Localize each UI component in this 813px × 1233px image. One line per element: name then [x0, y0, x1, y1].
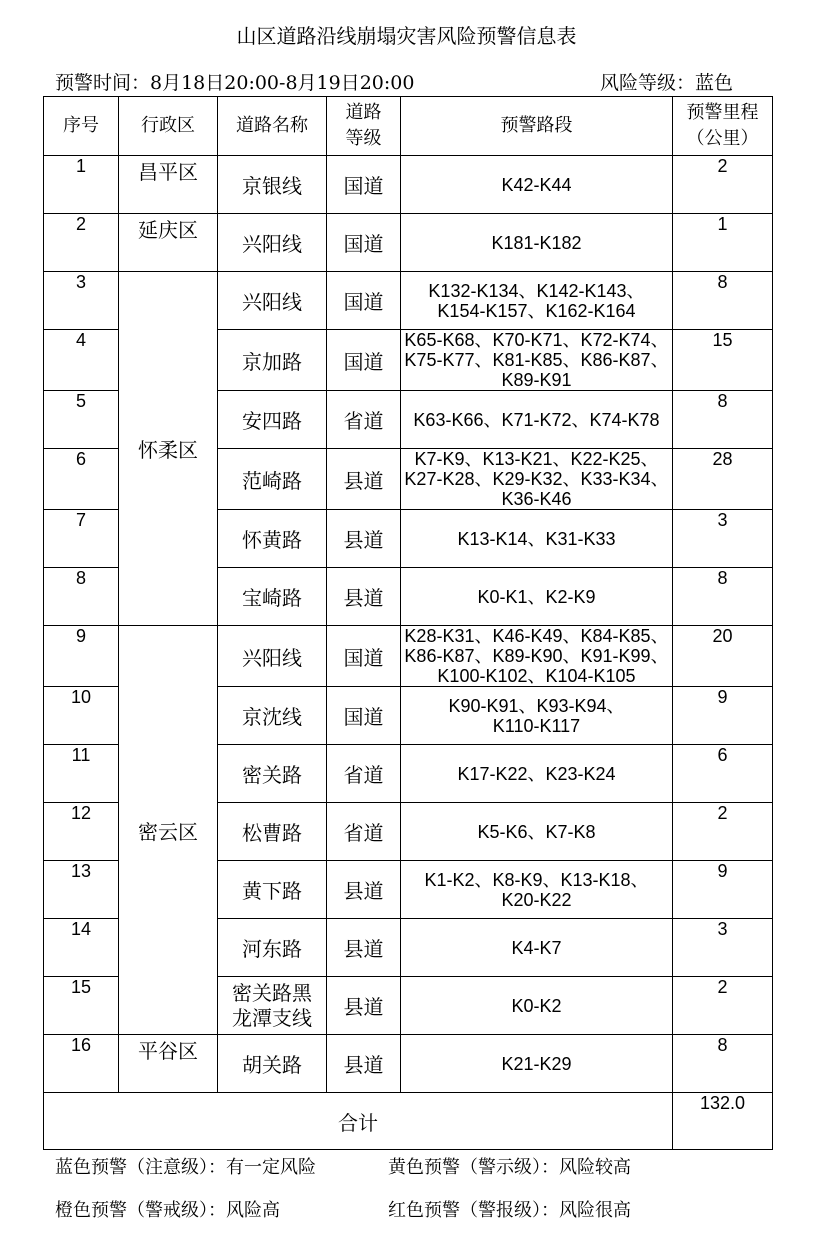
- total-row: [44, 1093, 773, 1150]
- segment-line: K5-K6、K7-K8: [477, 821, 596, 842]
- mileage-cell: 3: [673, 919, 773, 977]
- district-cell: 密云区: [119, 626, 218, 1035]
- mileage-cell: 9: [673, 687, 773, 745]
- header-segment: 预警路段: [401, 97, 673, 156]
- mileage-cell: 9: [673, 861, 773, 919]
- table-row: [44, 156, 773, 214]
- segment-cell: [401, 803, 673, 861]
- road-grade: 国道: [327, 214, 401, 272]
- segment-cell: [401, 568, 673, 626]
- road-grade: 省道: [327, 803, 401, 861]
- row-seq: 10: [44, 687, 119, 745]
- mileage-cell: 2: [673, 156, 773, 214]
- segment-cell: [401, 449, 673, 510]
- road-name: 河东路: [218, 919, 327, 977]
- district-cell: 平谷区: [119, 1035, 218, 1093]
- road-name: 京加路: [218, 330, 327, 391]
- total-value: 132.0: [673, 1093, 773, 1150]
- mileage-cell: 1: [673, 214, 773, 272]
- road-grade: 县道: [327, 1035, 401, 1093]
- road-name: 黄下路: [218, 861, 327, 919]
- segment-line: K7-K9、K13-K21、K22-K25、: [414, 449, 659, 469]
- road-name: 安四路: [218, 391, 327, 449]
- road-grade: 国道: [327, 272, 401, 330]
- road-grade: 国道: [327, 626, 401, 687]
- header-road-grade: [327, 97, 401, 156]
- legend-orange: 橙色预警（警戒级）：风险高: [55, 1200, 280, 1221]
- row-seq: 14: [44, 919, 119, 977]
- row-seq: 12: [44, 803, 119, 861]
- mileage-cell: 8: [673, 272, 773, 330]
- row-seq: 4: [44, 330, 119, 391]
- road-name: 范崎路: [218, 449, 327, 510]
- road-grade: 国道: [327, 330, 401, 391]
- segment-line: K17-K22、K23-K24: [457, 763, 616, 784]
- segment-cell: [401, 745, 673, 803]
- road-name: 怀黄路: [218, 510, 327, 568]
- road-grade: 国道: [327, 687, 401, 745]
- segment-line: K1-K2、K8-K9、K13-K18、: [424, 869, 649, 890]
- segment-cell: [401, 919, 673, 977]
- road-name: 京沈线: [218, 687, 327, 745]
- segment-line: K4-K7: [511, 937, 562, 958]
- segment-line: K132-K134、K142-K143、: [428, 280, 645, 301]
- risk-level: 风险等级：蓝色: [600, 72, 734, 94]
- header-mileage-line1: 预警里程: [686, 102, 759, 123]
- row-seq: 3: [44, 272, 119, 330]
- segment-line: K154-K157、K162-K164: [437, 300, 636, 321]
- segment-cell: [401, 626, 673, 687]
- district-cell: 延庆区: [119, 214, 218, 272]
- table-header-row: [44, 97, 773, 156]
- segment-line: K86-K87、K89-K90、K91-K99、: [404, 646, 669, 666]
- road-grade: 县道: [327, 977, 401, 1035]
- header-mileage-line2: （公里）: [686, 128, 759, 149]
- row-seq: 6: [44, 449, 119, 510]
- road-grade: 县道: [327, 861, 401, 919]
- road-grade: 县道: [327, 449, 401, 510]
- segment-cell: [401, 391, 673, 449]
- road-name-line: 龙潭支线: [232, 1005, 312, 1030]
- legend-blue: 蓝色预警（注意级）：有一定风险: [55, 1157, 316, 1178]
- legend-red: 红色预警（警报级）：风险很高: [388, 1200, 631, 1221]
- mileage-cell: 8: [673, 391, 773, 449]
- road-grade: 县道: [327, 568, 401, 626]
- segment-line: K20-K22: [501, 889, 572, 910]
- table-row: [44, 626, 773, 687]
- header-road-grade-line1: 道路: [345, 102, 382, 123]
- road-name: 兴阳线: [218, 626, 327, 687]
- segment-line: K63-K66、K71-K72、K74-K78: [413, 409, 660, 430]
- segment-line: K89-K91: [501, 370, 572, 390]
- table-row: [44, 272, 773, 330]
- segment-cell: [401, 977, 673, 1035]
- road-name: 密关路: [218, 745, 327, 803]
- header-road-name: 道路名称: [218, 97, 327, 156]
- segment-line: K28-K31、K46-K49、K84-K85、: [404, 626, 669, 646]
- road-grade: 省道: [327, 391, 401, 449]
- page-title: 山区道路沿线崩塌灾害风险预警信息表: [236, 24, 577, 48]
- segment-line: K0-K1、K2-K9: [477, 586, 596, 607]
- road-name: 兴阳线: [218, 214, 327, 272]
- segment-line: K13-K14、K31-K33: [457, 528, 616, 549]
- segment-line: K27-K28、K29-K32、K33-K34、: [404, 469, 669, 489]
- segment-line: K0-K2: [511, 995, 562, 1016]
- mileage-cell: 2: [673, 977, 773, 1035]
- district-cell: 怀柔区: [119, 272, 218, 626]
- segment-line: K110-K117: [492, 715, 581, 736]
- segment-cell: [401, 156, 673, 214]
- road-name: 胡关路: [218, 1035, 327, 1093]
- segment-line: K42-K44: [501, 174, 572, 195]
- road-grade: 县道: [327, 510, 401, 568]
- segment-line: K90-K91、K93-K94、: [448, 695, 625, 716]
- segment-cell: [401, 510, 673, 568]
- road-name: 宝崎路: [218, 568, 327, 626]
- road-grade: 国道: [327, 156, 401, 214]
- row-seq: 16: [44, 1035, 119, 1093]
- mileage-cell: 6: [673, 745, 773, 803]
- segment-line: K21-K29: [501, 1053, 572, 1074]
- row-seq: 15: [44, 977, 119, 1035]
- mileage-cell: 28: [673, 449, 773, 510]
- segment-cell: [401, 861, 673, 919]
- header-seq: 序号: [44, 97, 119, 156]
- segment-line: K181-K182: [491, 232, 582, 253]
- header-mileage: [673, 97, 773, 156]
- road-grade: 县道: [327, 919, 401, 977]
- row-seq: 7: [44, 510, 119, 568]
- mileage-cell: 2: [673, 803, 773, 861]
- road-name: 兴阳线: [218, 272, 327, 330]
- segment-cell: [401, 1035, 673, 1093]
- segment-line: K65-K68、K70-K71、K72-K74、: [404, 330, 669, 350]
- mileage-cell: 15: [673, 330, 773, 391]
- segment-line: K100-K102、K104-K105: [437, 666, 636, 686]
- mileage-cell: 3: [673, 510, 773, 568]
- segment-line: K36-K46: [501, 489, 572, 509]
- row-seq: 5: [44, 391, 119, 449]
- total-label: 合计: [44, 1093, 673, 1150]
- legend-yellow: 黄色预警（警示级）：风险较高: [388, 1157, 631, 1178]
- row-seq: 11: [44, 745, 119, 803]
- road-name: [218, 977, 327, 1035]
- table-row: [44, 214, 773, 272]
- warning-table: [43, 96, 773, 1150]
- row-seq: 2: [44, 214, 119, 272]
- mileage-cell: 8: [673, 1035, 773, 1093]
- road-name: 松曹路: [218, 803, 327, 861]
- warning-time: 预警时间：8月18日20:00-8月19日20:00: [55, 72, 415, 94]
- table-row: [44, 1035, 773, 1093]
- road-name: 京银线: [218, 156, 327, 214]
- district-cell: 昌平区: [119, 156, 218, 214]
- road-name-line: 密关路黑: [232, 980, 312, 1005]
- header-road-grade-line2: 等级: [345, 128, 382, 149]
- segment-cell: [401, 272, 673, 330]
- row-seq: 1: [44, 156, 119, 214]
- segment-cell: [401, 330, 673, 391]
- row-seq: 8: [44, 568, 119, 626]
- mileage-cell: 20: [673, 626, 773, 687]
- header-district: 行政区: [119, 97, 218, 156]
- row-seq: 13: [44, 861, 119, 919]
- mileage-cell: 8: [673, 568, 773, 626]
- segment-cell: [401, 214, 673, 272]
- segment-cell: [401, 687, 673, 745]
- road-grade: 省道: [327, 745, 401, 803]
- row-seq: 9: [44, 626, 119, 687]
- segment-line: K75-K77、K81-K85、K86-K87、: [404, 350, 669, 370]
